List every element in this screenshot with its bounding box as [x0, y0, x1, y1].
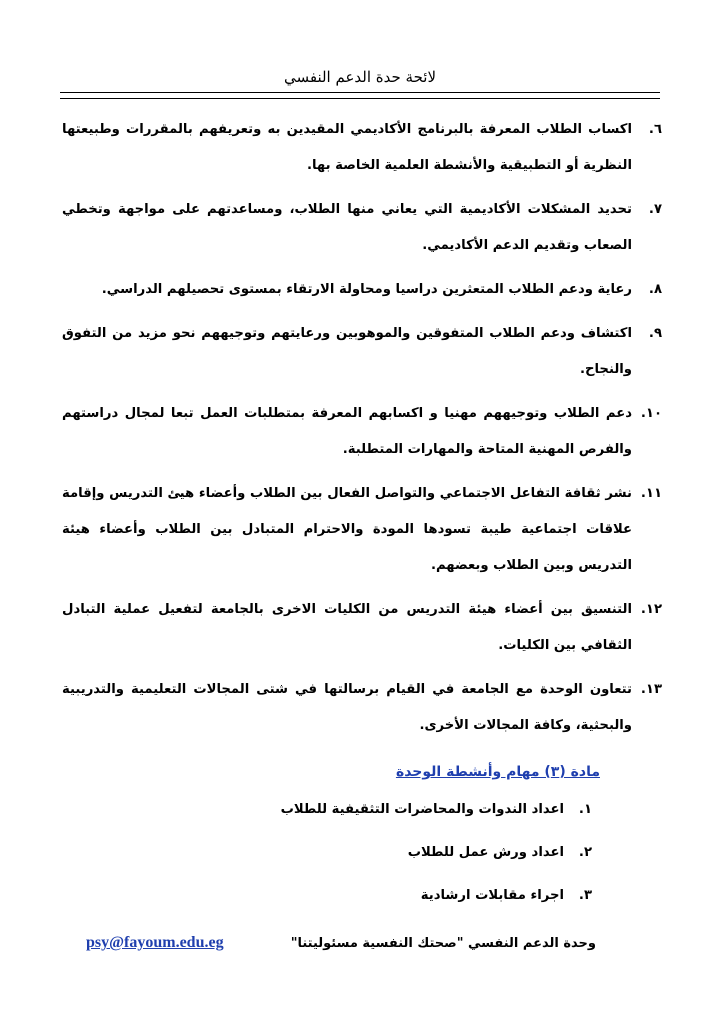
section-heading: مادة (٣) مهام وأنشطة الوحدة	[395, 764, 600, 780]
task-item	[281, 831, 592, 874]
footer-unit-motto: وحدة الدعم النفسي "صحتك النفسية مسئوليتنا"	[290, 936, 596, 951]
item-text: دعم الطلاب وتوجيههم مهنيا و اكسابهم المعرفة بمتطلبات العمل تبعا لمجال دراستهم والفرص المهنية المتاحة والمهارات المتطلبة.	[62, 406, 632, 457]
task-number: ١.	[578, 802, 592, 817]
tasks-list	[281, 788, 592, 917]
task-text: اعداد الندوات والمحاضرات التثقيفية للطلاب	[280, 802, 564, 817]
list-item	[62, 192, 662, 264]
list-item	[62, 272, 662, 308]
item-text: رعاية ودعم الطلاب المتعثرين دراسيا ومحاولة الارتقاء بمستوى تحصيلهم الدراسي.	[101, 282, 632, 297]
page-header-title: لائحة حدة الدعم النفسي	[60, 68, 660, 93]
item-number: ٦.	[648, 122, 662, 137]
header-divider	[60, 98, 660, 99]
list-item	[62, 396, 662, 468]
item-number: ١٠.	[640, 406, 662, 421]
list-item	[62, 592, 662, 664]
item-number: ٩.	[648, 326, 662, 341]
task-text: اعداد ورش عمل للطلاب	[407, 845, 564, 860]
item-text: نشر ثقافة التفاعل الاجتماعي والتواصل الفعال بين الطلاب وأعضاء هيئ التدريس وإقامة علاقات اجتماعية طيبة تسودها المودة والاحترام المتبادل بين الطلاب وأعضاء هيئة التدريس وبين الطلاب وبعضهم.	[62, 486, 632, 573]
list-item	[62, 112, 662, 184]
task-item	[281, 874, 592, 917]
item-number: ١٣.	[640, 682, 662, 697]
item-number: ١٢.	[640, 602, 662, 617]
list-item	[62, 476, 662, 584]
task-number: ٣.	[578, 888, 592, 903]
item-text: تتعاون الوحدة مع الجامعة في القيام برسالتها في شتى المجالات التعليمية والتدريبية والبحثية، وكافة المجالات الأخرى.	[62, 682, 632, 733]
task-number: ٢.	[578, 845, 592, 860]
objectives-list	[62, 112, 662, 752]
item-text: تحديد المشكلات الأكاديمية التي يعاني منها الطلاب، ومساعدتهم على مواجهة وتخطي الصعاب وتقديم الدعم الأكاديمي.	[62, 202, 632, 253]
footer-email-link[interactable]: psy@fayoum.edu.eg	[86, 934, 224, 951]
task-item	[281, 788, 592, 831]
item-text: اكساب الطلاب المعرفة بالبرنامج الأكاديمي المقيدين به وتعريفهم بالمقررات وطبيعتها النظرية أو التطبيقية والأنشطة العلمية الخاصة بها.	[62, 122, 632, 173]
list-item	[62, 672, 662, 744]
item-text: اكتشاف ودعم الطلاب المتفوقين والموهوبين ورعايتهم وتوجيههم نحو مزيد من التفوق والنجاح.	[62, 326, 632, 377]
item-text: التنسيق بين أعضاء هيئة التدريس من الكليات الاخرى بالجامعة لتفعيل عملية التبادل الثقافي بين الكليات.	[62, 602, 632, 653]
item-number: ٨.	[648, 282, 662, 297]
task-text: اجراء مقابلات ارشادية	[420, 888, 564, 903]
list-item	[62, 316, 662, 388]
item-number: ٧.	[648, 202, 662, 217]
item-number: ١١.	[640, 486, 662, 501]
